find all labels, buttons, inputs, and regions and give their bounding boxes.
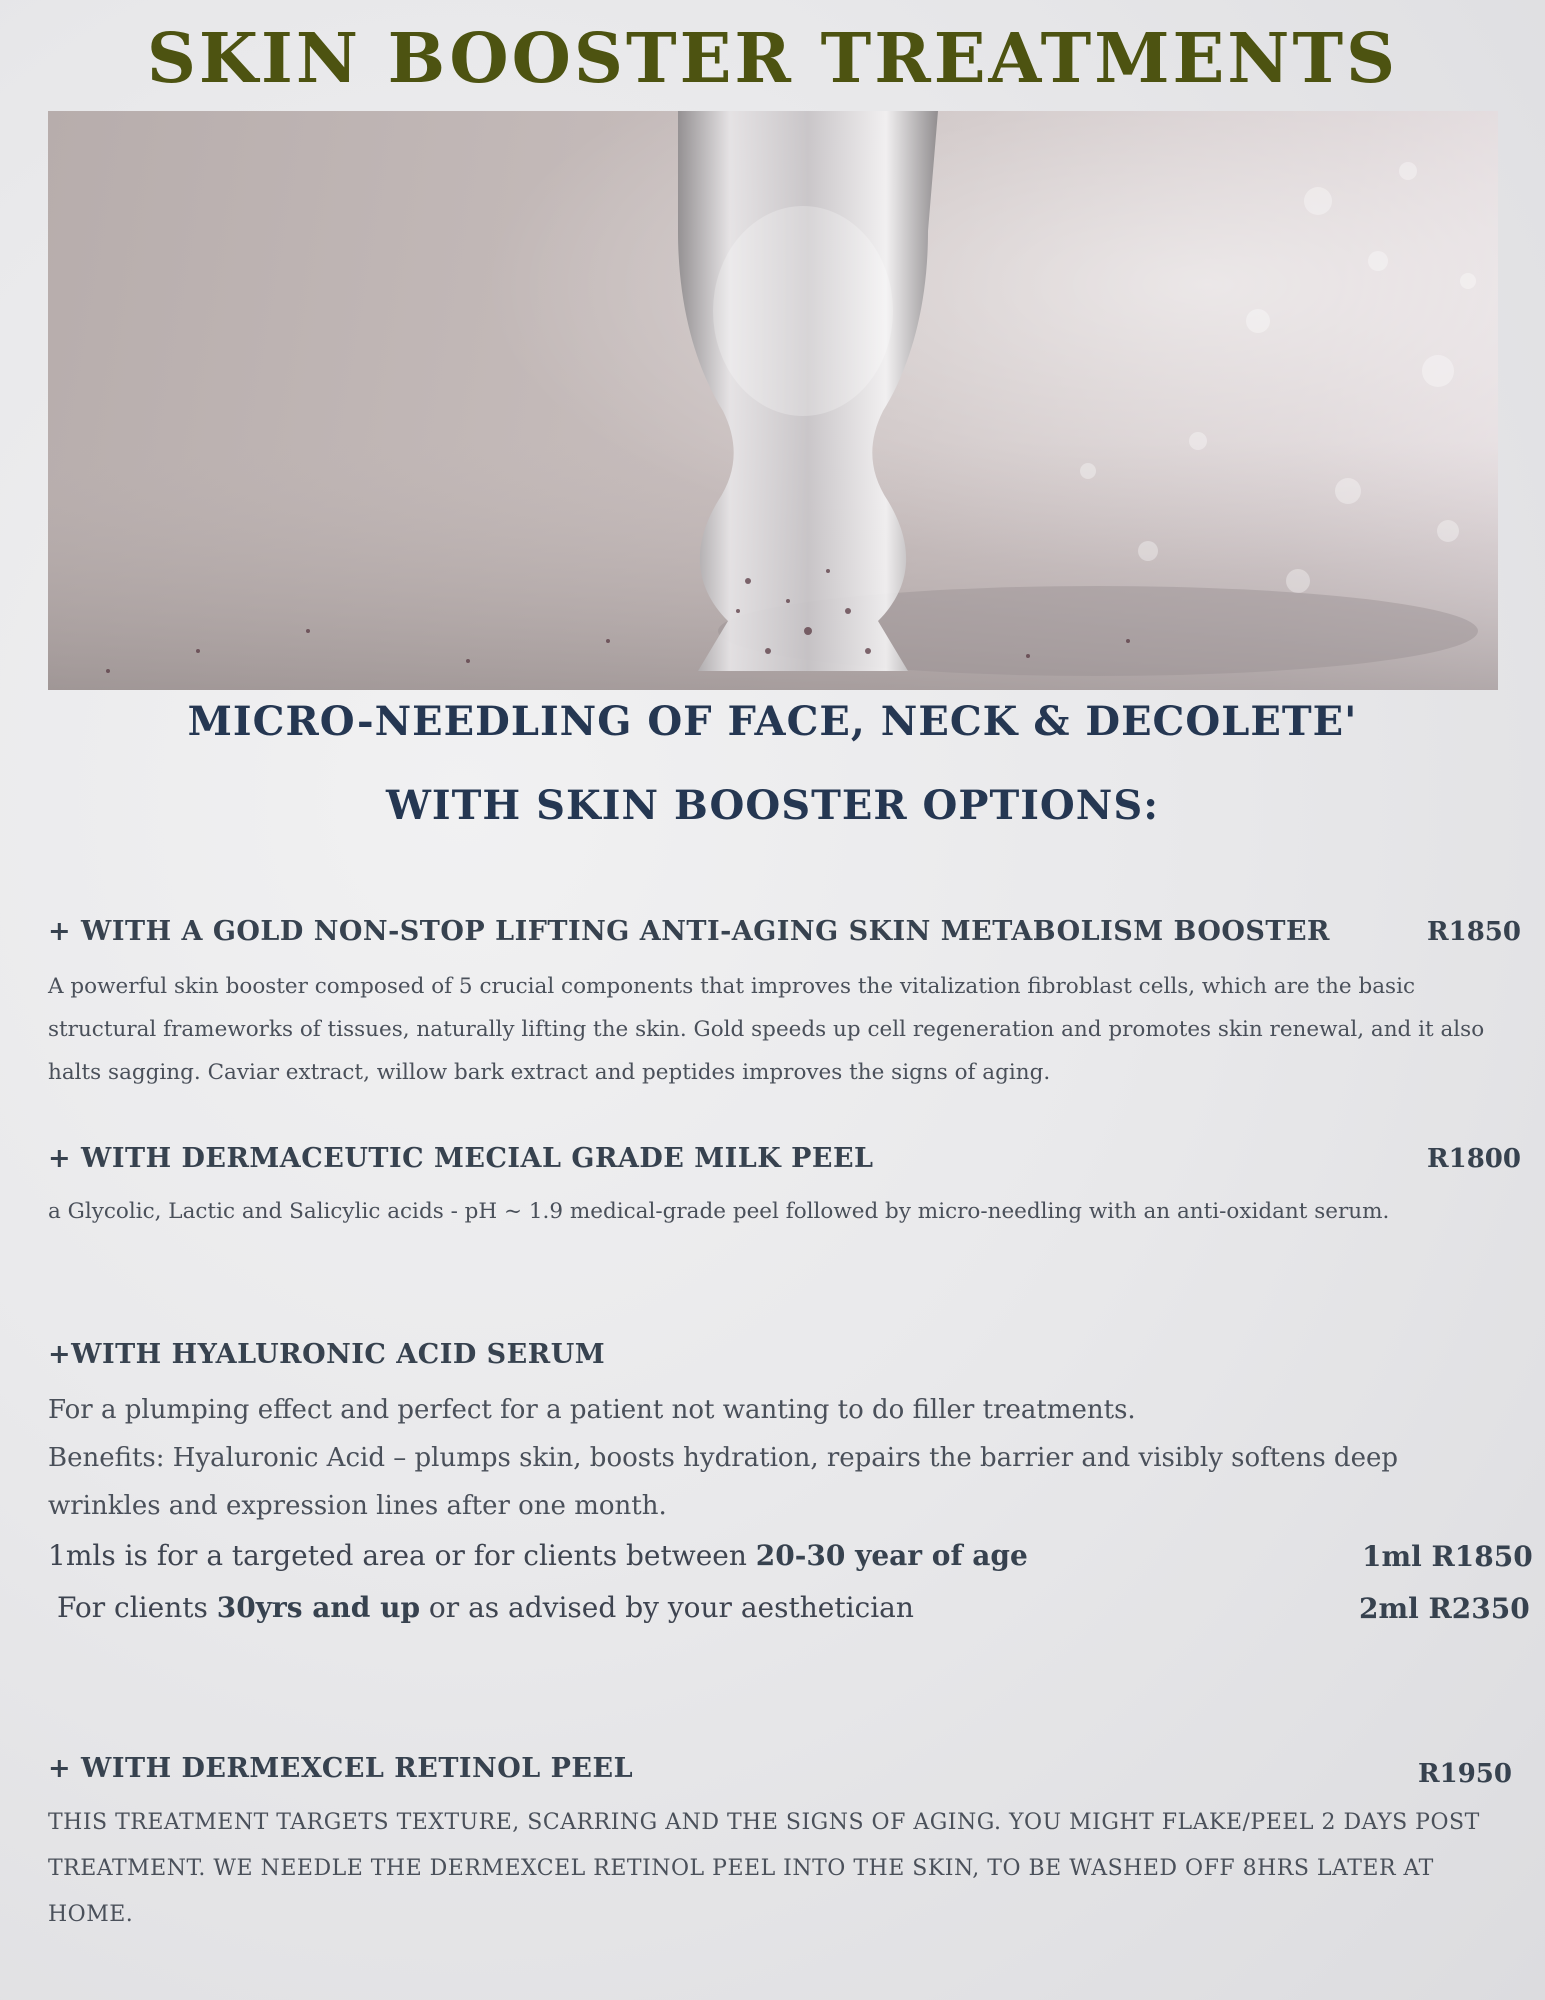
item-description-gold-booster: A powerful skin booster composed of 5 crucial components that improves the vitalization fibroblast cells, which are the basic structural frameworks of tissues, naturally lifting the skin. Gold speeds up cell regeneration and promotes skin renewal, and it also halts sagging. Caviar extract, willow bark extract and peptides improves the signs of aging. (48, 974, 1485, 1085)
option-1ml-price: 1ml R1850 (1362, 1540, 1533, 1573)
item-description-milk-peel: a Glycolic, Lactic and Salicylic acids - pH ~ 1.9 medical-grade peel followed by micro-needling with an anti-oxidant serum. (48, 1199, 1390, 1224)
item-description-hyaluronic-benefits: Benefits: Hyaluronic Acid – plumps skin, boosts hydration, repairs the barrier and visibly softens deep wrinkles and expression lines after one month. (48, 1443, 1398, 1521)
item-description-hyaluronic-line1: For a plumping effect and perfect for a patient not wanting to do filler treatments. (48, 1395, 1136, 1425)
option-2ml-prefix: For clients (57, 1591, 217, 1624)
hero-image (48, 111, 1498, 690)
option-1ml-prefix: 1mls is for a targeted area or for clients between (48, 1539, 756, 1572)
item-heading-gold-booster: + WITH A GOLD NON-STOP LIFTING ANTI-AGING SKIN METABOLISM BOOSTER (48, 916, 1330, 947)
page-title: SKIN BOOSTER TREATMENTS (146, 19, 1399, 99)
option-2ml-age: 30yrs and up (216, 1591, 421, 1624)
option-2ml-suffix: or as advised by your aesthetician (420, 1591, 914, 1624)
serum-pipette-image (48, 111, 1498, 690)
subtitle-line-2: WITH SKIN BOOSTER OPTIONS: (386, 782, 1159, 829)
option-2ml-price: 2ml R2350 (1359, 1592, 1530, 1625)
item-price-gold-booster: R1850 (1427, 917, 1521, 947)
item-price-retinol-peel: R1950 (1418, 1759, 1512, 1789)
option-2ml-description (57, 1591, 914, 1624)
item-heading-retinol-peel: + WITH DERMEXCEL RETINOL PEEL (48, 1753, 634, 1784)
option-1ml-age: 20-30 year of age (755, 1539, 1028, 1572)
item-price-milk-peel: R1800 (1427, 1144, 1521, 1174)
item-heading-milk-peel: + WITH DERMACEUTIC MECIAL GRADE MILK PEEL (48, 1143, 874, 1174)
item-description-retinol-peel: THIS TREATMENT TARGETS TEXTURE, SCARRING AND THE SIGNS OF AGING. YOU MIGHT FLAKE/PEEL 2 DAYS POST TREATMENT. WE NEEDLE THE DERMEXCEL RETINOL PEEL INTO THE SKIN, TO BE WASHED OFF 8HRS LATER AT HOME. (48, 1810, 1480, 1927)
option-1ml-description (48, 1539, 1028, 1572)
item-heading-hyaluronic: +WITH HYALURONIC ACID SERUM (48, 1339, 606, 1370)
subtitle-line-1: MICRO-NEEDLING OF FACE, NECK & DECOLETE' (187, 698, 1358, 745)
